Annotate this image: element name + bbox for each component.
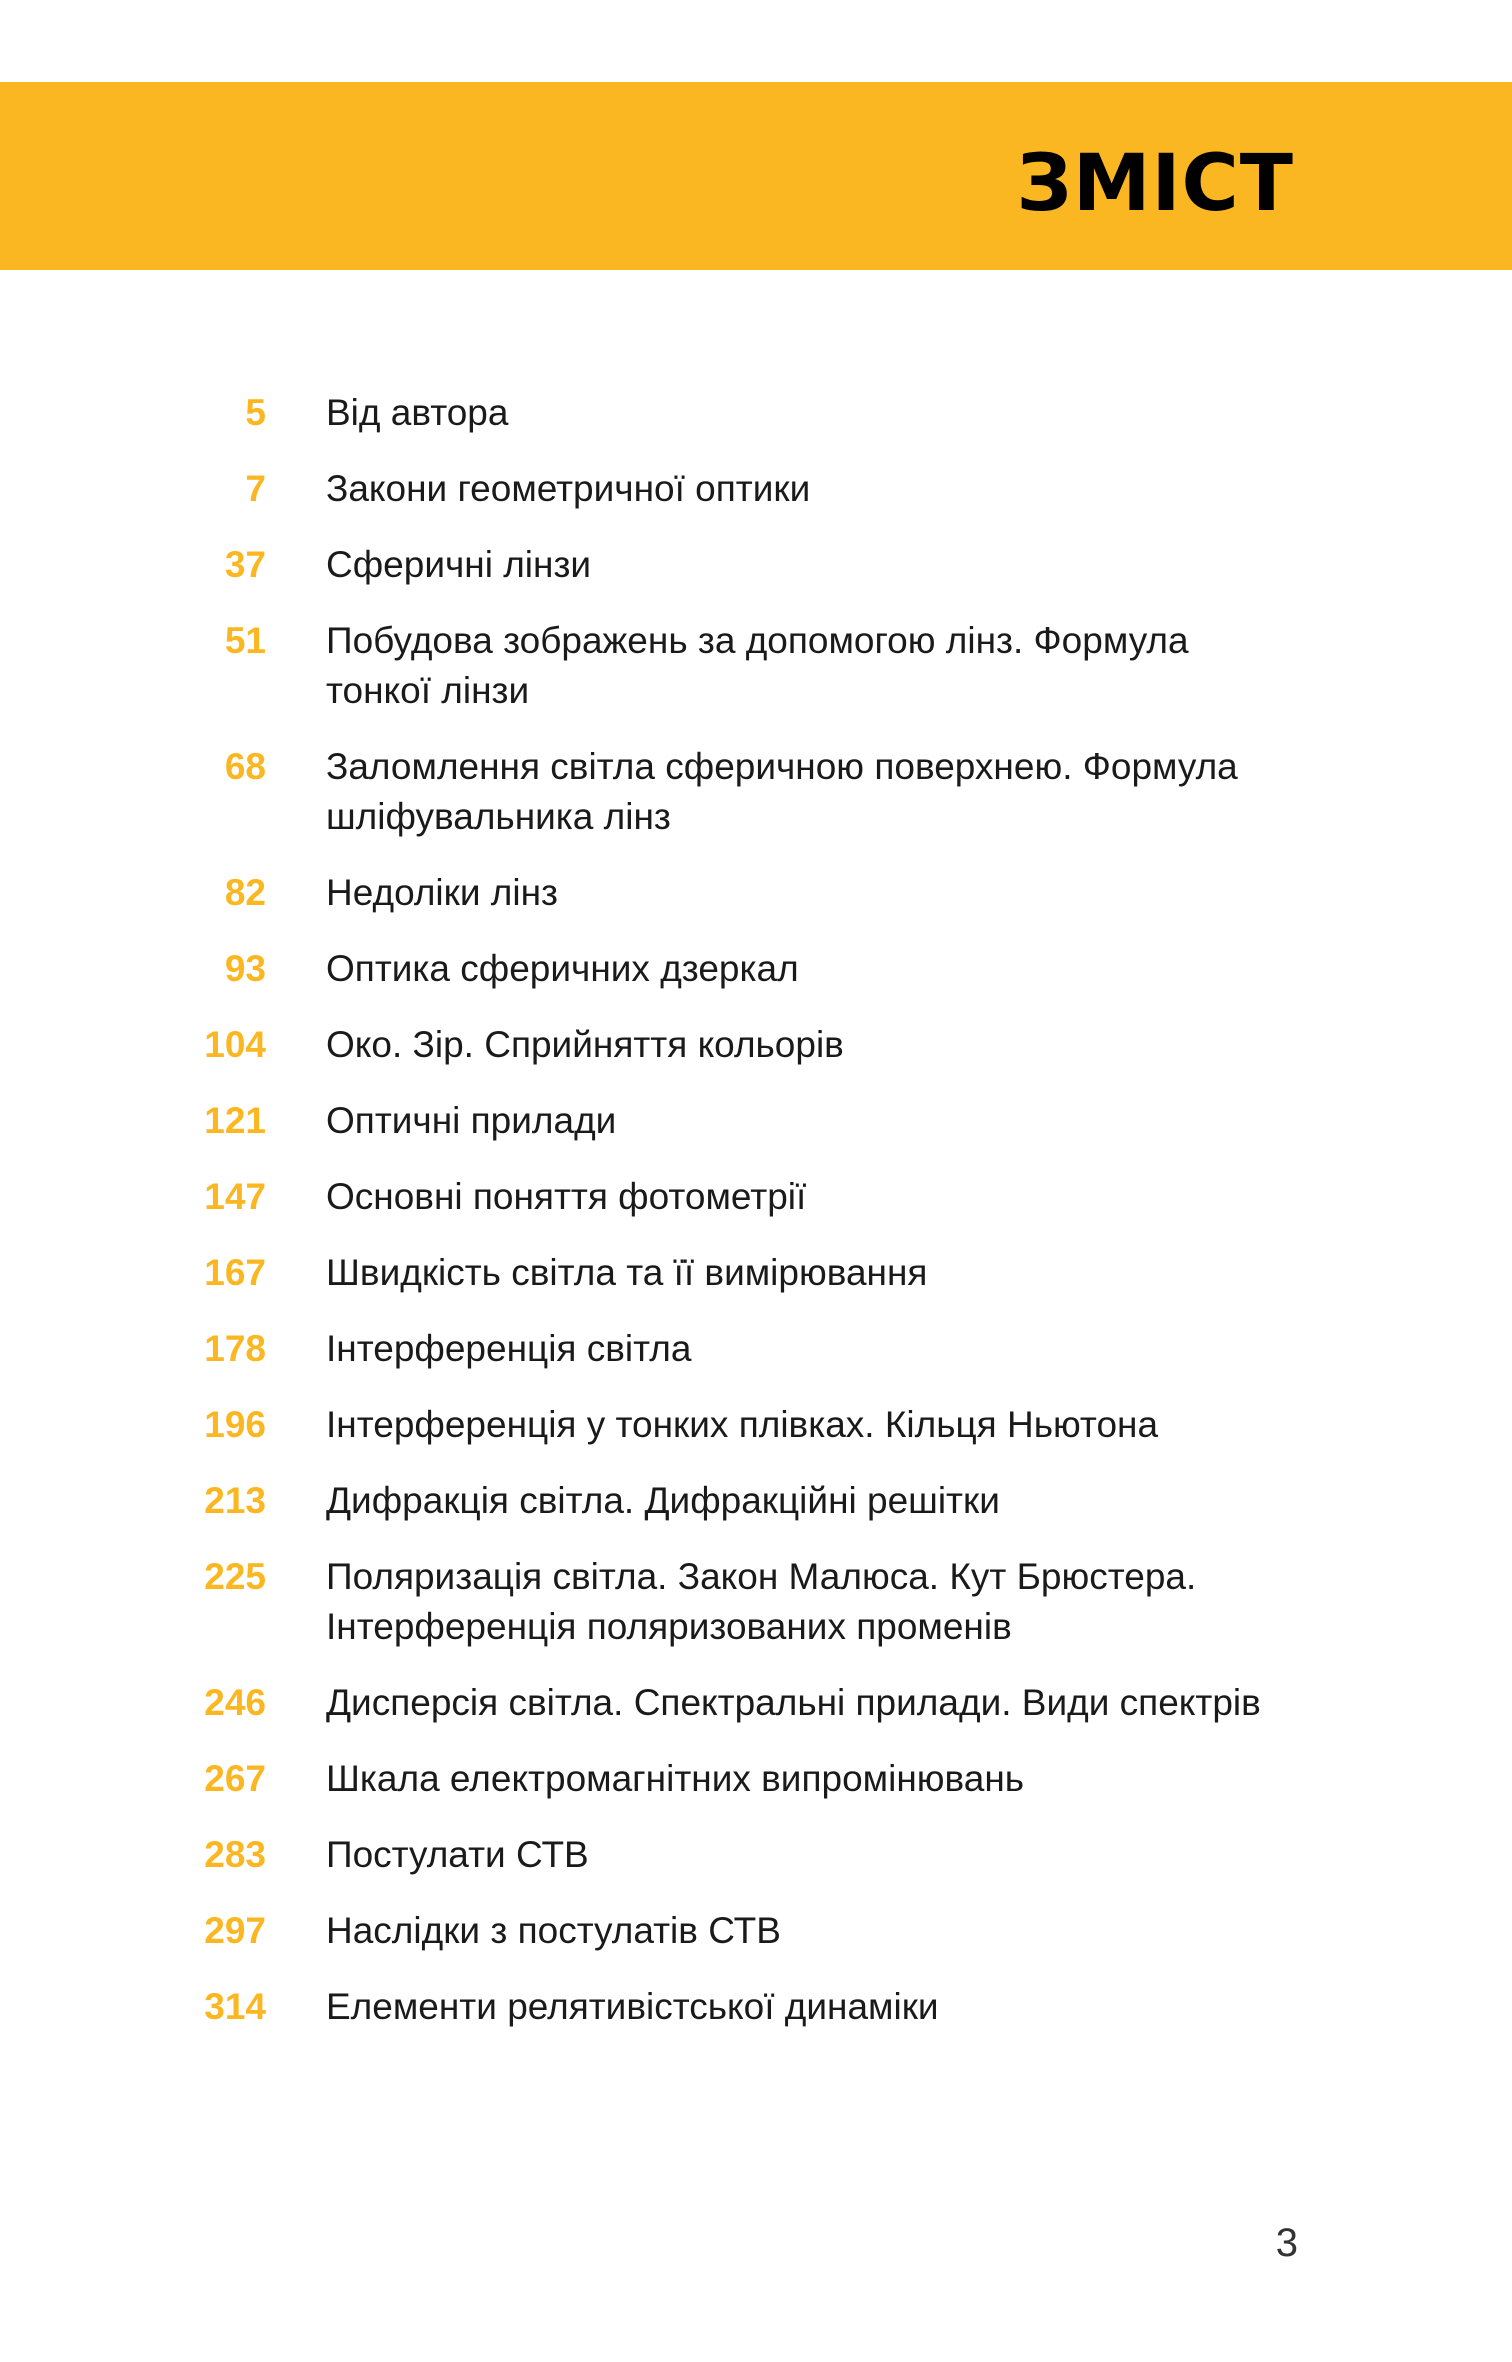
toc-title: Дисперсія світла. Спектральні прилади. Види спектрів	[326, 1682, 1261, 1723]
toc-entry[interactable]	[0, 1248, 1512, 1298]
toc-entry[interactable]	[0, 742, 1512, 842]
toc-page-number: 314	[204, 1986, 266, 2027]
toc-title: Шкала електромагнітних випромінювань	[326, 1758, 1025, 1799]
toc-title: Недоліки лінз	[326, 872, 558, 913]
toc-title: Дифракція світла. Дифракційні решітки	[326, 1480, 1000, 1521]
toc-title: Оптика сферичних дзеркал	[326, 948, 799, 989]
toc-page-number: 37	[224, 544, 266, 585]
toc-entry[interactable]	[0, 464, 1512, 514]
toc-title: Наслідки з постулатів СТВ	[326, 1910, 781, 1951]
toc-page-number: 121	[204, 1100, 266, 1141]
toc-entry[interactable]	[0, 616, 1512, 716]
toc-entry[interactable]	[0, 388, 1512, 438]
toc-page-number: 93	[224, 948, 266, 989]
toc-title: Інтерференція світла	[326, 1328, 692, 1369]
toc-entry[interactable]	[0, 1906, 1512, 1956]
toc-title: Постулати СТВ	[326, 1834, 589, 1875]
toc-entry[interactable]	[0, 1020, 1512, 1070]
toc-page-number: 225	[204, 1556, 266, 1597]
toc-title: Око. Зір. Сприйняття кольорів	[326, 1024, 844, 1065]
toc-page-number: 104	[204, 1024, 266, 1065]
toc-page-number: 167	[204, 1252, 266, 1293]
toc-page-number: 68	[224, 746, 266, 787]
toc-page-number: 213	[204, 1480, 266, 1521]
toc-entry[interactable]	[0, 540, 1512, 590]
toc-entry[interactable]	[0, 1172, 1512, 1222]
toc-page-number: 297	[204, 1910, 266, 1951]
toc-title: Заломлення світла сферичною поверхнею. Формула шліфувальника лінз	[326, 746, 1238, 837]
toc-entry[interactable]	[0, 1754, 1512, 1804]
toc-entry[interactable]	[0, 1830, 1512, 1880]
toc-title: Від автора	[326, 392, 509, 433]
toc-entry[interactable]	[0, 944, 1512, 994]
toc-title: Побудова зображень за допомогою лінз. Формула тонкої лінзи	[326, 620, 1189, 711]
toc-entry[interactable]	[0, 1552, 1512, 1652]
toc-page-number: 283	[204, 1834, 266, 1875]
page-title: ЗМІСТ	[1016, 139, 1294, 229]
toc-page-number: 178	[204, 1328, 266, 1369]
toc-page-number: 267	[204, 1758, 266, 1799]
toc-title: Сферичні лінзи	[326, 544, 592, 585]
toc-title: Швидкість світла та її вимірювання	[326, 1252, 928, 1293]
toc-title: Оптичні прилади	[326, 1100, 617, 1141]
toc-title: Закони геометричної оптики	[326, 468, 811, 509]
toc-entry[interactable]	[0, 868, 1512, 918]
toc-title: Поляризація світла. Закон Малюса. Кут Брюстера. Інтерференція поляризованих променів	[326, 1556, 1197, 1647]
toc-page-number: 246	[204, 1682, 266, 1723]
toc-page-number: 147	[204, 1176, 266, 1217]
page-number: 3	[1275, 2221, 1298, 2265]
toc-page-number: 51	[224, 620, 266, 661]
toc-entry[interactable]	[0, 1678, 1512, 1728]
toc-page-number: 196	[204, 1404, 266, 1445]
table-of-contents	[0, 388, 1512, 2058]
toc-title: Основні поняття фотометрії	[326, 1176, 807, 1217]
toc-entry[interactable]	[0, 1982, 1512, 2032]
toc-entry[interactable]	[0, 1096, 1512, 1146]
toc-page-number: 5	[245, 392, 266, 433]
toc-title: Елементи релятивістської динаміки	[326, 1986, 939, 2027]
toc-page-number: 82	[224, 872, 266, 913]
toc-title: Інтерференція у тонких плівках. Кільця Ньютона	[326, 1404, 1159, 1445]
toc-entry[interactable]	[0, 1324, 1512, 1374]
toc-entry[interactable]	[0, 1400, 1512, 1450]
toc-entry[interactable]	[0, 1476, 1512, 1526]
toc-page-number: 7	[245, 468, 266, 509]
